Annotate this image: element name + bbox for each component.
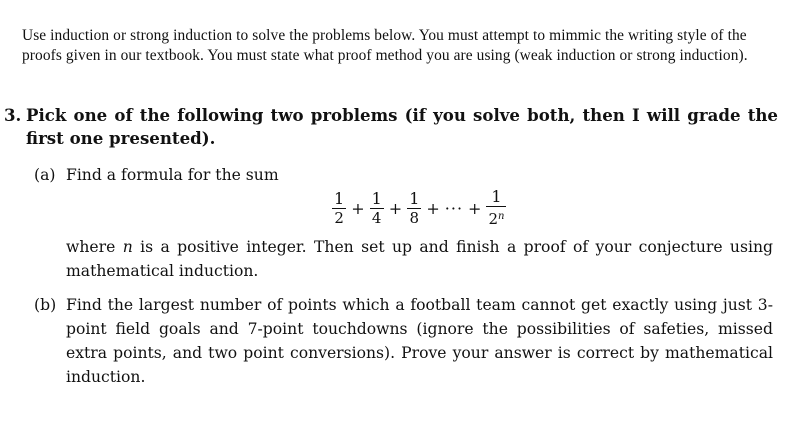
problem-title: Pick one of the following two problems (if you solve both, then I will grade the first one presented). bbox=[26, 105, 778, 148]
fraction-denominator: 4 bbox=[371, 208, 382, 227]
instructions-paragraph: Use induction or strong induction to solve the problems below. You must attempt to mimmic the writing style of the proofs given in our textbook. You must state what proof method you are using (weak induction or strong induction). bbox=[22, 27, 748, 64]
power-exponent: n bbox=[498, 211, 505, 222]
part-b-text: Find the largest number of points which a football team cannot get exactly using just 3-point field goals and 7-point touchdowns (ignore the possibilities of safeties, missed extra points, and two point conversions). Prove your answer is correct by mathematical induction. bbox=[66, 296, 773, 386]
part-a-lead: Find a formula for the sum bbox=[66, 166, 279, 184]
fraction-denominator: 2 bbox=[334, 208, 344, 227]
problem-number: 3. bbox=[4, 105, 22, 125]
plus-sign: + bbox=[468, 198, 482, 218]
problem-heading bbox=[4, 104, 780, 150]
fraction-term-1 bbox=[332, 190, 346, 227]
fraction-numerator: 1 bbox=[371, 188, 382, 208]
fraction-numerator: 1 bbox=[491, 187, 502, 206]
power-base: 2 bbox=[488, 210, 498, 228]
plus-sign: + bbox=[351, 198, 365, 218]
fraction-numerator: 1 bbox=[409, 188, 420, 208]
fraction-term-last bbox=[486, 188, 506, 228]
plus-sign: + bbox=[388, 198, 403, 218]
variable-n: n bbox=[122, 238, 133, 256]
fraction-term-2 bbox=[370, 190, 384, 227]
fraction-term-3 bbox=[407, 190, 421, 227]
plus-sign: + bbox=[426, 198, 440, 218]
problem-3 bbox=[4, 104, 780, 150]
ellipsis: ··· bbox=[444, 198, 464, 218]
part-a-after-prefix: where bbox=[66, 238, 123, 256]
part-b-label: (b) bbox=[34, 296, 57, 314]
part-a-after-rest: is a positive integer. Then set up and finish a proof of your conjecture using mathematical induction. bbox=[66, 238, 773, 280]
fraction-denominator bbox=[486, 207, 506, 228]
part-a-continuation bbox=[66, 235, 773, 283]
fraction-numerator: 1 bbox=[334, 188, 345, 208]
part-a-label: (a) bbox=[34, 166, 56, 184]
fraction-denominator: 8 bbox=[409, 208, 420, 227]
sum-formula bbox=[330, 186, 508, 230]
